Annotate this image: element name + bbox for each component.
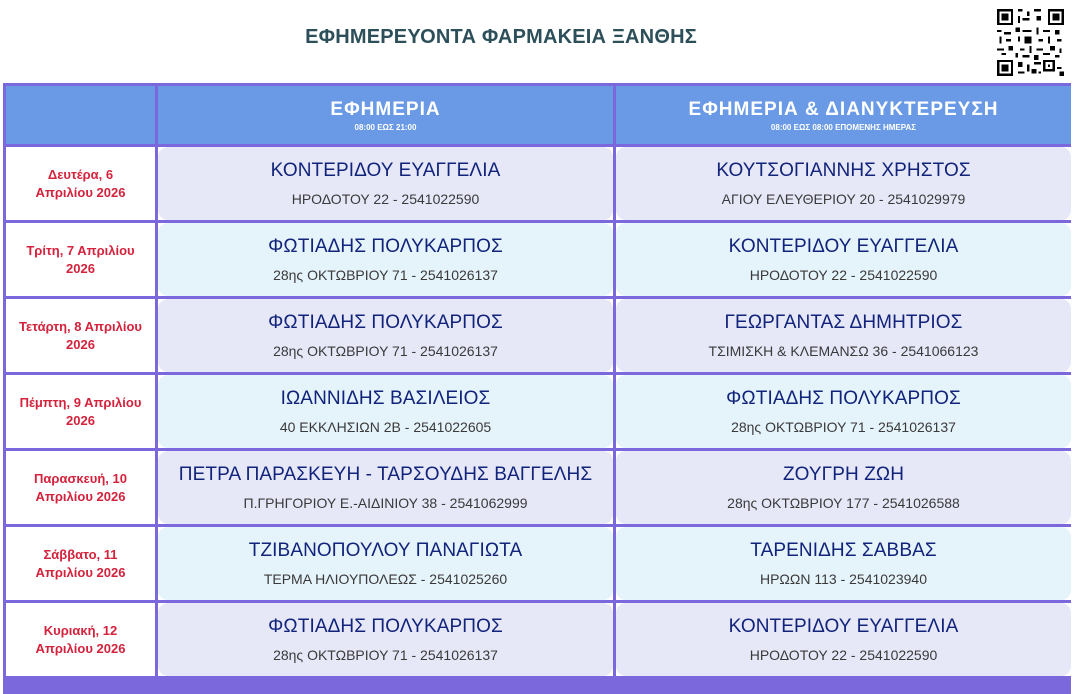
pharmacy-address: ΗΡΟΔΟΤΟΥ 22 - 2541022590	[749, 267, 938, 283]
overnight-cell	[616, 527, 1071, 600]
header-overnight-hours: 08:00 ΕΩΣ 08:00 ΕΠΟΜΕΝΗΣ ΗΜΕΡΑΣ	[770, 122, 917, 132]
header-corner	[6, 86, 155, 144]
duty-cell	[158, 375, 613, 448]
date-cell: Τρίτη, 7 Απριλίου 2026	[6, 223, 155, 296]
pharmacy-address: ΑΓΙΟΥ ΕΛΕΥΘΕΡΙΟΥ 20 - 2541029979	[721, 191, 966, 207]
qr-code-icon[interactable]	[997, 9, 1064, 76]
pharmacy-address: ΤΣΙΜΙΣΚΗ & ΚΛΕΜΑΝΣΩ 36 - 2541066123	[708, 343, 979, 359]
date-cell: Κυριακή, 12 Απριλίου 2026	[6, 603, 155, 676]
duty-cell	[158, 451, 613, 524]
pharmacy-name: ΚΟΝΤΕΡΙΔΟΥ ΕΥΑΓΓΕΛΙΑ	[728, 616, 959, 637]
pharmacy-address: ΗΡΟΔΟΤΟΥ 22 - 2541022590	[291, 191, 480, 207]
overnight-cell	[616, 375, 1071, 448]
overnight-cell	[616, 299, 1071, 372]
pharmacy-address: ΗΡΟΔΟΤΟΥ 22 - 2541022590	[749, 647, 938, 663]
pharmacy-address: ΗΡΩΩΝ 113 - 2541023940	[759, 571, 927, 587]
pharmacy-address: ΤΕΡΜΑ ΗΛΙΟΥΠΟΛΕΩΣ - 2541025260	[263, 571, 508, 587]
duty-cell	[158, 603, 613, 676]
pharmacy-name: ΤΑΡΕΝΙΔΗΣ ΣΑΒΒΑΣ	[750, 540, 937, 561]
date-cell: Πέμπτη, 9 Απριλίου 2026	[6, 375, 155, 448]
header-duty-title: ΕΦΗΜΕΡΙΑ	[330, 98, 441, 120]
pharmacy-name: ΠΕΤΡΑ ΠΑΡΑΣΚΕΥΗ - ΤΑΡΣΟΥΔΗΣ ΒΑΓΓΕΛΗΣ	[178, 464, 593, 485]
overnight-cell	[616, 603, 1071, 676]
overnight-cell	[616, 147, 1071, 220]
overnight-cell	[616, 223, 1071, 296]
pharmacy-name: ΦΩΤΙΑΔΗΣ ΠΟΛΥΚΑΡΠΟΣ	[268, 312, 503, 333]
date-cell: Σάββατο, 11 Απριλίου 2026	[6, 527, 155, 600]
pharmacy-name: ΦΩΤΙΑΔΗΣ ΠΟΛΥΚΑΡΠΟΣ	[726, 388, 961, 409]
pharmacy-name: ΚΟΝΤΕΡΙΔΟΥ ΕΥΑΓΓΕΛΙΑ	[270, 160, 501, 181]
pharmacy-address: 28ης ΟΚΤΩΒΡΙΟΥ 71 - 2541026137	[731, 419, 956, 435]
pharmacy-address: 28ης ΟΚΤΩΒΡΙΟΥ 71 - 2541026137	[273, 343, 498, 359]
page-title: ΕΦΗΜΕΡΕΥΟΝΤΑ ΦΑΡΜΑΚΕΙΑ ΞΑΝΘΗΣ	[305, 26, 697, 48]
pharmacy-address: 40 ΕΚΚΛΗΣΙΩΝ 2Β - 2541022605	[279, 419, 492, 435]
date-cell: Τετάρτη, 8 Απριλίου 2026	[6, 299, 155, 372]
overnight-cell	[616, 451, 1071, 524]
pharmacy-address: Π.ΓΡΗΓΟΡΙΟΥ Ε.-ΑΙΔΙΝΙΟΥ 38 - 2541062999	[243, 495, 528, 511]
pharmacy-address: 28ης ΟΚΤΩΒΡΙΟΥ 177 - 2541026588	[727, 495, 960, 511]
pharmacy-name: ΤΖΙΒΑΝΟΠΟΥΛΟΥ ΠΑΝΑΓΙΩΤΑ	[248, 540, 523, 561]
pharmacy-name: ΓΕΩΡΓΑΝΤΑΣ ΔΗΜΗΤΡΙΟΣ	[724, 312, 963, 333]
header-duty-hours: 08:00 ΕΩΣ 21:00	[354, 122, 417, 132]
date-cell: Παρασκευή, 10 Απριλίου 2026	[6, 451, 155, 524]
pharmacy-name: ΚΟΝΤΕΡΙΔΟΥ ΕΥΑΓΓΕΛΙΑ	[728, 236, 959, 257]
pharmacy-address: 28ης ΟΚΤΩΒΡΙΟΥ 71 - 2541026137	[273, 267, 498, 283]
pharmacy-name: ΦΩΤΙΑΔΗΣ ΠΟΛΥΚΑΡΠΟΣ	[268, 616, 503, 637]
date-cell: Δευτέρα, 6 Απριλίου 2026	[6, 147, 155, 220]
duty-cell	[158, 147, 613, 220]
pharmacy-name: ΦΩΤΙΑΔΗΣ ΠΟΛΥΚΑΡΠΟΣ	[268, 236, 503, 257]
duty-cell	[158, 299, 613, 372]
pharmacy-name: ΖΟΥΓΡΗ ΖΩΗ	[782, 464, 905, 485]
pharmacy-name: ΙΩΑΝΝΙΔΗΣ ΒΑΣΙΛΕΙΟΣ	[280, 388, 491, 409]
duty-cell	[158, 223, 613, 296]
schedule-table	[3, 83, 1071, 694]
duty-cell	[158, 527, 613, 600]
header-overnight	[616, 86, 1071, 144]
pharmacy-address: 28ης ΟΚΤΩΒΡΙΟΥ 71 - 2541026137	[273, 647, 498, 663]
header-duty	[158, 86, 613, 144]
header-overnight-title: ΕΦΗΜΕΡΙΑ & ΔΙΑΝΥΚΤΕΡΕΥΣΗ	[688, 98, 999, 120]
pharmacy-name: ΚΟΥΤΣΟΓΙΑΝΝΗΣ ΧΡΗΣΤΟΣ	[716, 160, 971, 181]
